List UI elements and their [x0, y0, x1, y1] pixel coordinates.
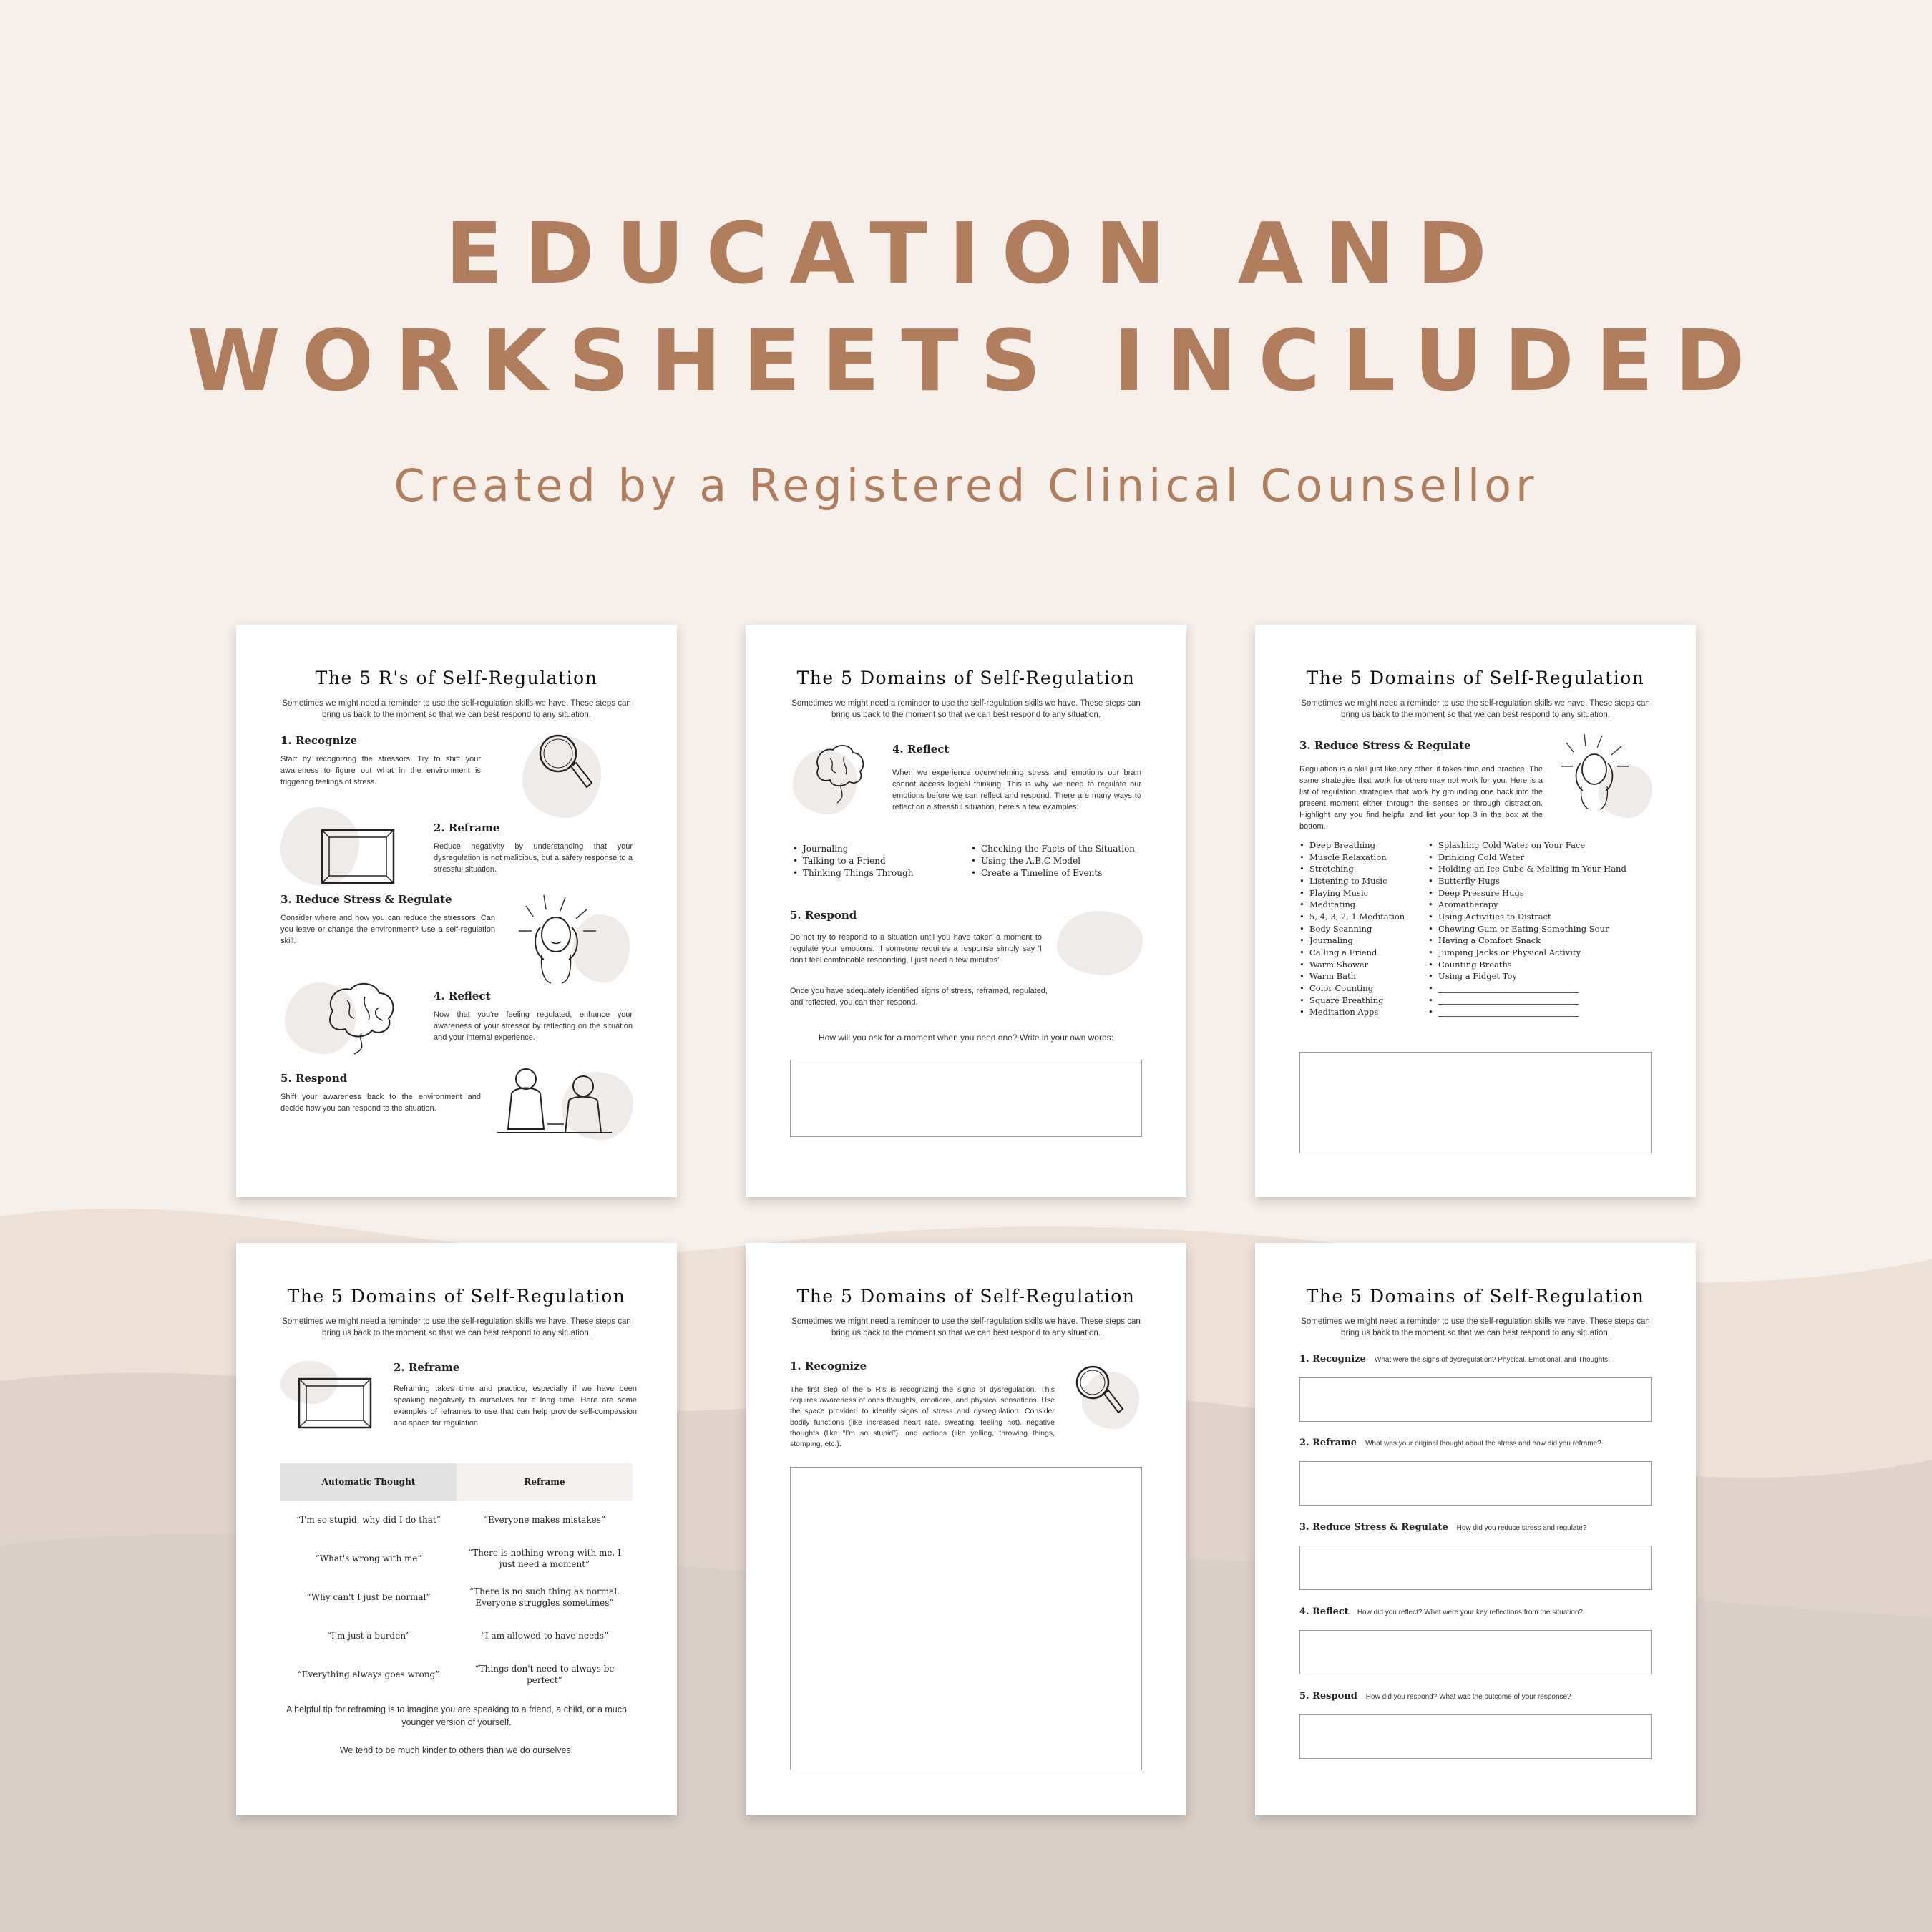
list-item: • Using a Fidget Toy: [1428, 970, 1664, 982]
list-item: • Meditation Apps: [1299, 1006, 1428, 1018]
list-item: • Deep Breathing: [1299, 839, 1428, 852]
form-row-reflect: [1299, 1606, 1583, 1617]
worksheet-page-recognize: [746, 1243, 1186, 1815]
page-title: The 5 R's of Self-Regulation: [315, 668, 598, 688]
table-row: [280, 1616, 633, 1655]
list-item: • Journaling: [793, 843, 957, 855]
list-item: • Aromatherapy: [1428, 899, 1664, 911]
list-item: • Drinking Cold Water: [1428, 852, 1664, 864]
section-body: Reframing takes time and practice, especially if we have been speaking negatively to ourselves for a long time. Here are some examples of reframes to use that can help provide self-compassion and space for regulation.: [394, 1385, 637, 1428]
answer-box-respond[interactable]: [1299, 1714, 1652, 1759]
list-item: • 5, 4, 3, 2, 1 Meditation: [1299, 911, 1428, 923]
page-title: The 5 Domains of Self-Regulation: [796, 1286, 1136, 1307]
section-body: Start by recognizing the stressors. Try to shift your awareness to figure out what in the environment is triggering feelings of stress.: [280, 755, 481, 786]
picture-frame-icon: [298, 1377, 372, 1429]
table-row: [280, 1501, 633, 1539]
strategies-list-left: [1299, 839, 1428, 1018]
list-item: • Using the A,B,C Model: [971, 855, 1157, 867]
form-row-recognize: [1299, 1354, 1610, 1365]
list-item: • Jumping Jacks or Physical Activity: [1428, 947, 1664, 959]
row-question: How did you respond? What was the outcome of your response?: [1365, 1693, 1571, 1701]
hero-subtitle: Created by a Registered Clinical Counsellor: [394, 459, 1538, 512]
row-question: How did you reduce stress and regulate?: [1456, 1524, 1587, 1532]
row-heading: 4. Reflect: [1299, 1606, 1349, 1617]
form-row-regulate: [1299, 1522, 1586, 1533]
list-item: • Checking the Facts of the Situation: [971, 843, 1157, 855]
list-item: • Deep Pressure Hugs: [1428, 887, 1664, 899]
thought-cell: “Everything always goes wrong”: [297, 1669, 440, 1679]
magnifying-glass-icon: [1071, 1361, 1128, 1425]
section-body: Shift your awareness back to the environment and decide how you can respond to the situation.: [280, 1093, 481, 1113]
list-item: • Color Counting: [1299, 982, 1428, 995]
section-body: Regulation is a skill just like any other, it takes time and practice. The same strategies that work for others may not work for you. Here is a list of regulation strategies that work by grounding one back into the present moment either through the senses or through distraction. Highlight any you find helpful and list your top 3 in the box at the bottom.: [1299, 765, 1543, 831]
list-item: • Square Breathing: [1299, 995, 1428, 1007]
list-item: • Splashing Cold Water on Your Face: [1428, 839, 1664, 852]
section-heading: 4. Reflect: [434, 990, 491, 1002]
reflect-examples-left: [793, 843, 957, 879]
page-title: The 5 Domains of Self-Regulation: [1306, 1286, 1645, 1307]
section-body: Reduce negativity by understanding that your dysregulation is not malicious, but a safety response to a stressful situation.: [434, 842, 633, 874]
reframe-cell: “Things don't need to always be perfect”: [474, 1663, 615, 1685]
list-item: • Holding an Ice Cube & Melting in Your Hand: [1428, 863, 1664, 875]
section-body: The first step of the 5 R's is recognizing the signs of dysregulation. This requires awareness of ones thoughts, emotions, and physical sensations. Use the space provided to identify signs of stress and dysregulation. Consider bodily functions (like increased heart rate, sweating, feeling hot), negative thoughts (like “I'm so stupid”), and actions (like yelling, throwing things, stomping, etc.).: [790, 1385, 1055, 1449]
hero-header: [0, 200, 1932, 512]
brain-icon: [318, 979, 401, 1058]
reframe-cell: “Everyone makes mistakes”: [483, 1514, 606, 1525]
thought-cell: “What's wrong with me”: [315, 1553, 422, 1563]
strategies-list-right: [1428, 839, 1664, 1018]
table-header-reframe: Reframe: [457, 1463, 633, 1501]
thought-cell: “I'm just a burden”: [326, 1630, 411, 1641]
list-item: • Talking to a Friend: [793, 855, 957, 867]
list-item: • Playing Music: [1299, 887, 1428, 899]
picture-frame-icon: [321, 829, 395, 884]
page-intro: Sometimes we might need a reminder to use the self-regulation skills we have. These steps can bring us back to the moment so that we can best respond to any situation.: [791, 1317, 1141, 1337]
row-question: What were the signs of dysregulation? Physical, Emotional, and Thoughts.: [1374, 1356, 1610, 1364]
page-intro: Sometimes we might need a reminder to use the self-regulation skills we have. These steps can bring us back to the moment so that we can best respond to any situation.: [282, 699, 631, 719]
conversation-icon: [494, 1061, 615, 1143]
list-item: • Thinking Things Through: [793, 867, 957, 879]
section-heading: 5. Respond: [280, 1072, 348, 1085]
row-heading: 2. Reframe: [1299, 1438, 1357, 1448]
section-heading: 1. Recognize: [280, 734, 358, 747]
table-row: [280, 1578, 633, 1616]
list-item: • Warm Bath: [1299, 970, 1428, 982]
hero-title-line2: WORKSHEETS INCLUDED: [187, 311, 1767, 410]
table-row: [280, 1539, 633, 1578]
page-intro: Sometimes we might need a reminder to use the self-regulation skills we have. These steps can bring us back to the moment so that we can best respond to any situation.: [791, 699, 1141, 719]
magnifying-glass-icon: [533, 728, 597, 800]
reframe-table: [280, 1463, 633, 1694]
thought-cell: “I'm so stupid, why did I do that”: [296, 1514, 441, 1525]
page-intro: Sometimes we might need a reminder to use the self-regulation skills we have. These steps can bring us back to the moment so that we can best respond to any situation.: [1301, 699, 1650, 719]
page-intro: Sometimes we might need a reminder to use the self-regulation skills we have. These steps can bring us back to the moment so that we can best respond to any situation.: [282, 1317, 631, 1337]
blank-line-2[interactable]: [1428, 995, 1664, 1007]
brain-icon: [810, 743, 867, 807]
list-item: • Create a Timeline of Events: [971, 867, 1157, 879]
section-body: Do not try to respond to a situation until you have taken a moment to regulate your emotions. If someone requires a response simply say 'I don't feel comfortable responding, I just need a few minutes'.: [790, 933, 1042, 965]
list-item: • Meditating: [1299, 899, 1428, 911]
page-title: The 5 Domains of Self-Regulation: [796, 668, 1136, 688]
section-body: Once you have adequately identified signs of stress, reframed, regulated, and reflected, you can then respond.: [790, 987, 1048, 1007]
thought-cell: “Why can't I just be normal”: [306, 1591, 431, 1602]
worksheet-page-5rs: [236, 625, 677, 1197]
section-heading: 2. Reframe: [394, 1361, 460, 1374]
table-row: [280, 1655, 633, 1694]
list-item: • Muscle Relaxation: [1299, 852, 1428, 864]
section-heading: 5. Respond: [790, 909, 857, 922]
stressed-woman-icon: [512, 892, 605, 985]
answer-box-regulate[interactable]: [1299, 1546, 1652, 1590]
worksheet-page-reflect-respond: [746, 625, 1186, 1197]
section-heading: 3. Reduce Stress & Regulate: [280, 893, 452, 906]
answer-box-reframe[interactable]: [1299, 1461, 1652, 1506]
hero-title-line1: EDUCATION AND: [445, 204, 1508, 303]
section-heading: 3. Reduce Stress & Regulate: [1299, 739, 1471, 752]
list-item: • Listening to Music: [1299, 875, 1428, 887]
page-title: The 5 Domains of Self-Regulation: [1306, 668, 1645, 688]
row-question: What was your original thought about the stress and how did you reframe?: [1365, 1440, 1601, 1448]
reflect-examples-right: [971, 843, 1157, 879]
answer-box-reflect[interactable]: [1299, 1630, 1652, 1674]
row-heading: 1. Recognize: [1299, 1354, 1366, 1365]
reframe-tip-2: We tend to be much kinder to others than we do ourselves.: [339, 1745, 574, 1755]
stressed-woman-icon: [1556, 732, 1634, 811]
list-item: • Using Activities to Distract: [1428, 911, 1664, 923]
section-body: Consider where and how you can reduce the stressors. Can you leave or change the environment? Use a self-regulation skill.: [280, 914, 495, 945]
row-heading: 5. Respond: [1299, 1691, 1357, 1702]
worksheet-page-reframe: [236, 1243, 677, 1815]
section-body: Now that you're feeling regulated, enhance your awareness of your stressor by reflecting on the situation and your internal experience.: [434, 1010, 633, 1042]
list-item: • Journaling: [1299, 935, 1428, 947]
answer-box-recognize[interactable]: [1299, 1377, 1652, 1422]
reframe-cell: “There is nothing wrong with me, I just need a moment”: [468, 1547, 621, 1569]
list-item: • Counting Breaths: [1428, 959, 1664, 971]
list-item: • Butterfly Hugs: [1428, 875, 1664, 887]
form-row-reframe: [1299, 1438, 1601, 1448]
list-item: • Stretching: [1299, 863, 1428, 875]
section-heading: 4. Reflect: [892, 743, 950, 756]
section-heading: 2. Reframe: [434, 821, 500, 834]
worksheet-page-reflection-form: [1255, 1243, 1696, 1815]
writing-box[interactable]: [790, 1467, 1142, 1770]
page-intro: Sometimes we might need a reminder to use the self-regulation skills we have. These steps can bring us back to the moment so that we can best respond to any situation.: [1301, 1317, 1650, 1337]
writing-prompt: How will you ask for a moment when you need one? Write in your own words:: [819, 1033, 1113, 1043]
section-body: When we experience overwhelming stress and emotions our brain cannot access logical thinking. This is why we need to regulate our emotions before we can reflect and respond. There are many ways to reflect on a stressful situation, here's a few examples:: [892, 769, 1141, 811]
row-question: How did you reflect? What were your key reflections from the situation?: [1357, 1609, 1583, 1616]
worksheet-page-regulate: [1255, 625, 1696, 1197]
list-item: • Warm Shower: [1299, 959, 1428, 971]
row-heading: 3. Reduce Stress & Regulate: [1299, 1522, 1448, 1533]
reframe-tip: A helpful tip for reframing is to imagine you are speaking to a friend, a child, or a much younger version of yourself.: [286, 1704, 627, 1728]
blank-line-1[interactable]: [1428, 982, 1664, 995]
form-row-respond: [1299, 1691, 1571, 1702]
list-item: • Body Scanning: [1299, 923, 1428, 935]
top-3-box[interactable]: [1299, 1052, 1652, 1153]
table-header-thought: Automatic Thought: [280, 1463, 457, 1501]
reframe-cell: “There is no such thing as normal. Everyone struggles sometimes”: [469, 1586, 620, 1608]
section-heading: 1. Recognize: [790, 1360, 867, 1372]
list-item: • Calling a Friend: [1299, 947, 1428, 959]
blank-line-3[interactable]: [1428, 1006, 1664, 1018]
speech-bubble-icon: [1057, 911, 1143, 975]
writing-box[interactable]: [790, 1060, 1142, 1137]
page-title: The 5 Domains of Self-Regulation: [287, 1286, 626, 1307]
reframe-cell: “I am allowed to have needs”: [480, 1630, 609, 1641]
list-item: • Chewing Gum or Eating Something Sour: [1428, 923, 1664, 935]
list-item: • Having a Comfort Snack: [1428, 935, 1664, 947]
